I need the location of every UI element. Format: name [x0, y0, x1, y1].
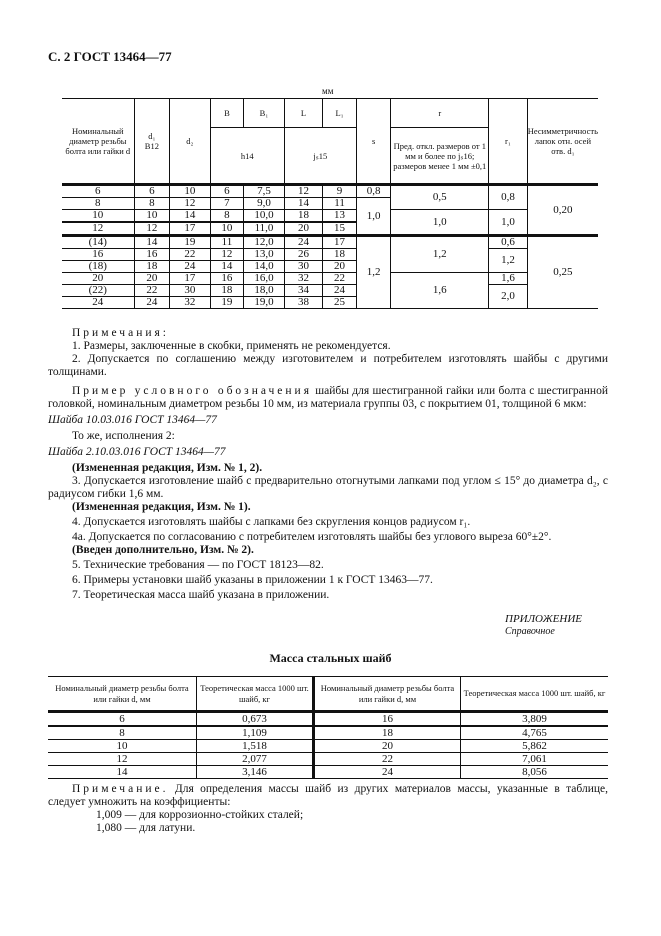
table-cell: 11,0 [244, 222, 285, 236]
table-row [62, 236, 598, 249]
clause-7: 7. Теоретическая масса шайб указана в приложении. [72, 589, 330, 601]
cell-r1: 2,0 [489, 285, 528, 309]
mass-table [48, 676, 608, 779]
cell-r1: 0,6 [489, 236, 528, 249]
table-cell: 11 [323, 198, 357, 210]
table-row [62, 273, 598, 285]
table-cell: 20 [62, 273, 134, 285]
table-cell: 7,5 [244, 185, 285, 198]
clause-5: 5. Технические требования — по ГОСТ 18123—82. [72, 559, 324, 571]
col-header-d1: d₁ B12 [134, 99, 170, 185]
coef-steel: 1,009 — для коррозионно-стойких сталей; [96, 809, 304, 821]
table-cell: 16 [210, 273, 244, 285]
table-cell: 6 [48, 712, 197, 727]
table-cell: 18 [134, 261, 170, 273]
table-row [48, 753, 608, 766]
coef-brass: 1,080 — для латуни. [96, 822, 196, 834]
r-tolerance-note: Пред. откл. размеров от 1 мм и более по jₛ16; размеров менее 1 мм ±0,1 [391, 128, 489, 185]
col-header-s: s [356, 99, 391, 185]
table-cell: (14) [62, 236, 134, 249]
table-cell: 19 [210, 297, 244, 309]
table-cell: 17 [170, 222, 210, 236]
table-cell: 16 [134, 249, 170, 261]
tol-h14: h14 [210, 128, 284, 185]
table-cell: 8 [62, 198, 134, 210]
cell-r: 1,6 [391, 273, 489, 309]
table-row [48, 712, 608, 727]
table-cell: 12 [62, 222, 134, 236]
table-cell: 24 [314, 766, 461, 779]
table-row [62, 185, 598, 198]
table-cell: 1,109 [197, 726, 314, 740]
table-cell: 18 [314, 726, 461, 740]
table-cell: 24 [284, 236, 322, 249]
table-cell: 22 [170, 249, 210, 261]
table-cell: 22 [314, 753, 461, 766]
table-cell: 2,077 [197, 753, 314, 766]
table-cell: 12 [210, 249, 244, 261]
table-cell: 10 [62, 210, 134, 223]
cell-asym: 0,20 [527, 185, 598, 236]
table-cell: 20 [323, 261, 357, 273]
designation-2: Шайба 2.10.03.016 ГОСТ 13464—77 [48, 446, 226, 458]
amendment-3: (Введен дополнительно, Изм. № 2). [72, 544, 254, 556]
tol-js15: jₛ15 [284, 128, 356, 185]
table-cell: 19 [170, 236, 210, 249]
table-cell: 9,0 [244, 198, 285, 210]
table-cell: 20 [284, 222, 322, 236]
page-header: С. 2 ГОСТ 13464—77 [48, 49, 172, 64]
table-cell: 12 [170, 198, 210, 210]
clause-4a: 4а. Допускается по согласованию с потребителем изготовлять шайбы без углового выреза 60°±2°. [72, 531, 552, 543]
table-cell: 0,673 [197, 712, 314, 727]
table-cell: 32 [170, 297, 210, 309]
table-cell: 8 [134, 198, 170, 210]
mass-header-d1: Номинальный диаметр резьбы болта или гайки d, мм [48, 677, 197, 712]
table-cell: 18,0 [244, 285, 285, 297]
cell-r1: 1,0 [489, 210, 528, 236]
table-cell: 22 [134, 285, 170, 297]
table-cell: 34 [284, 285, 322, 297]
same-exec: То же, исполнения 2: [72, 430, 175, 442]
table-cell: 3,146 [197, 766, 314, 779]
note-2: 2. Допускается по соглашению между изготовителем и потребителем изготовлять шайбы с другими толщинами. [48, 353, 608, 378]
table-cell: 38 [284, 297, 322, 309]
table-cell: 17 [170, 273, 210, 285]
table-cell: 10,0 [244, 210, 285, 223]
table-cell: 8 [210, 210, 244, 223]
col-header-L1: L₁ [323, 99, 357, 128]
body-text [48, 385, 608, 602]
table-cell: 18 [323, 249, 357, 261]
example-lead: Пример условного обозначения [72, 385, 312, 397]
table-row [62, 249, 598, 261]
table-cell: 16 [62, 249, 134, 261]
clause-4: 4. Допускается изготовлять шайбы с лапками без скругления концов радиусом r₁. [72, 516, 471, 528]
notes-title: Примечания: [72, 327, 169, 339]
table-row [62, 285, 598, 297]
table-cell: 26 [284, 249, 322, 261]
table-cell: 18 [210, 285, 244, 297]
table-cell: 16 [314, 712, 461, 727]
table-cell: 20 [134, 273, 170, 285]
cell-r1: 1,6 [489, 273, 528, 285]
table-cell: 14 [284, 198, 322, 210]
col-header-L: L [284, 99, 322, 128]
table-cell: 30 [170, 285, 210, 297]
designation-1: Шайба 10.03.016 ГОСТ 13464—77 [48, 414, 217, 426]
cell-asym: 0,25 [527, 236, 598, 309]
table-cell: 4,765 [461, 726, 609, 740]
table-cell: 12,0 [244, 236, 285, 249]
table-row [48, 766, 608, 779]
table-cell: 14 [134, 236, 170, 249]
col-header-asym: Несимметричность лапок отн. осей отв. d₁ [527, 99, 598, 185]
table-cell: 8,056 [461, 766, 609, 779]
table-cell: 22 [323, 273, 357, 285]
table-cell: (22) [62, 285, 134, 297]
table-cell: 5,862 [461, 740, 609, 753]
amendment-2: (Измененная редакция, Изм. № 1). [72, 501, 251, 513]
cell-r1: 1,2 [489, 249, 528, 273]
cell-s: 0,8 [356, 185, 391, 198]
table-row [48, 726, 608, 740]
col-header-r1: r₁ [489, 99, 528, 185]
mass-header-d2: Номинальный диаметр резьбы болта или гайки d, мм [314, 677, 461, 712]
table-cell: 12 [48, 753, 197, 766]
table-cell: 10 [170, 185, 210, 198]
mass-header-m1: Теоретическая масса 1000 шт. шайб, кг [197, 677, 314, 712]
col-header-r: r [391, 99, 489, 128]
table-cell: 14,0 [244, 261, 285, 273]
table-cell: 10 [48, 740, 197, 753]
appendix-label: ПРИЛОЖЕНИЕ [505, 613, 582, 625]
table-cell: 12 [284, 185, 322, 198]
table-cell: 7 [210, 198, 244, 210]
mass-header-m2: Теоретическая масса 1000 шт. шайб, кг [461, 677, 609, 712]
col-header-d2: d₂ [170, 99, 210, 185]
table-cell: 6 [134, 185, 170, 198]
dimensions-table [62, 98, 598, 309]
table-cell: 10 [210, 222, 244, 236]
table-cell: 25 [323, 297, 357, 309]
table2-title: Масса стальных шайб [269, 651, 392, 665]
note2-lead: Примечание. [72, 783, 169, 795]
example-text: шайбы для шестигранной гайки или болта с шестигранной головкой, номинальным диаметром резьбы 10 мм, из материала группы 03, с покрытием 01, толщиной 6 мкм: [48, 385, 608, 410]
unit-label: мм [322, 86, 334, 96]
table-cell: 11 [210, 236, 244, 249]
table-cell: 8 [48, 726, 197, 740]
clause-6: 6. Примеры установки шайб указаны в приложении 1 к ГОСТ 13463—77. [72, 574, 433, 586]
appendix-note [48, 783, 608, 835]
table-cell: 14 [48, 766, 197, 779]
table-cell: 15 [323, 222, 357, 236]
table-cell: 3,809 [461, 712, 609, 727]
table-cell: 9 [323, 185, 357, 198]
table-cell: 13,0 [244, 249, 285, 261]
table-cell: 24 [170, 261, 210, 273]
table-cell: 6 [210, 185, 244, 198]
appendix-sub: Справочное [505, 626, 555, 637]
amendment-1: (Измененная редакция, Изм. № 1, 2). [72, 462, 263, 474]
table-cell: 17 [323, 236, 357, 249]
table-cell: 14 [210, 261, 244, 273]
table-cell: 12 [134, 222, 170, 236]
table-cell: 7,061 [461, 753, 609, 766]
cell-s: 1,0 [356, 198, 391, 236]
table-cell: (18) [62, 261, 134, 273]
table-cell: 13 [323, 210, 357, 223]
cell-r: 1,0 [391, 210, 489, 236]
table-cell: 18 [284, 210, 322, 223]
col-header-B1: B₁ [244, 99, 285, 128]
table-cell: 20 [314, 740, 461, 753]
cell-r: 1,2 [391, 236, 489, 273]
table-cell: 24 [134, 297, 170, 309]
table-cell: 14 [170, 210, 210, 223]
cell-r1: 0,8 [489, 185, 528, 210]
table-cell: 10 [134, 210, 170, 223]
col-header-d: Номинальный диаметр резьбы болта или гайки d [62, 99, 134, 185]
table-cell: 16,0 [244, 273, 285, 285]
table-cell: 1,518 [197, 740, 314, 753]
table-cell: 32 [284, 273, 322, 285]
table-cell: 24 [323, 285, 357, 297]
note2-text: Для определения массы шайб из других материалов массы, указанные в таблице, следует умножить на коэффициенты: [48, 783, 608, 808]
cell-r: 0,5 [391, 185, 489, 210]
note-1: 1. Размеры, заключенные в скобки, применять не рекомендуется. [72, 340, 391, 352]
table-cell: 19,0 [244, 297, 285, 309]
col-header-B: B [210, 99, 244, 128]
notes [48, 327, 608, 379]
table-row [62, 210, 598, 223]
table-cell: 6 [62, 185, 134, 198]
table-cell: 24 [62, 297, 134, 309]
table-cell: 30 [284, 261, 322, 273]
table-row [48, 740, 608, 753]
clause-3: 3. Допускается изготовление шайб с предварительно отогнутыми лапками под углом ≤ 15° до диаметра d₂, с радиусом гибки 1,6 мм. [48, 475, 608, 500]
cell-s: 1,2 [356, 236, 391, 309]
